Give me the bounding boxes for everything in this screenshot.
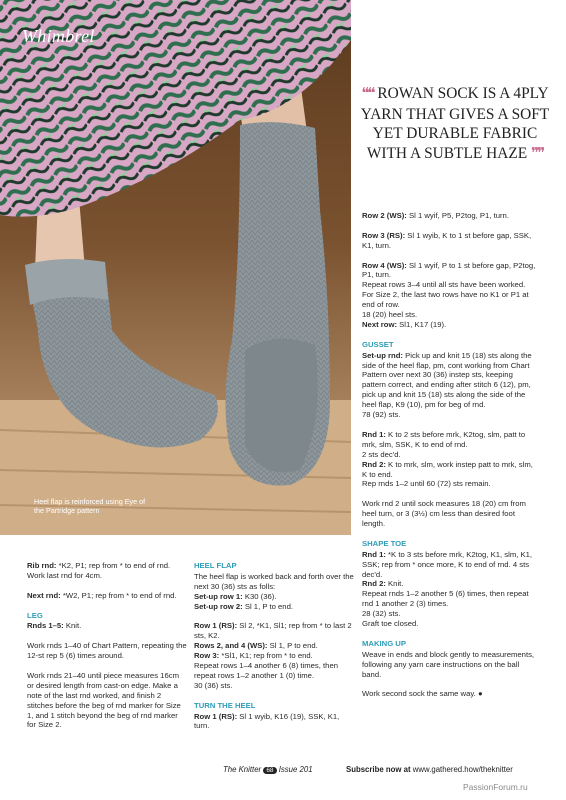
step-label: Rib rnd:	[27, 561, 57, 570]
paragraph: Repeat rnds 1–2 another 5 (6) times, then repeat rnd 1 another 2 (3) times.	[362, 589, 529, 609]
subscribe-label: Subscribe now at	[346, 765, 411, 774]
step-label: Row 3 (RS):	[362, 230, 406, 240]
step-label: Rnd 1:	[362, 429, 386, 439]
paragraph: 30 (36) sts.	[194, 680, 233, 690]
paragraph: Rep rnds 1–2 until 60 (72) sts remain.	[362, 479, 491, 489]
step-text: *K2, P1; rep from * to end of rnd. Work last rnd for 4cm.	[27, 561, 171, 580]
step-label: Row 2 (WS):	[362, 211, 407, 220]
paragraph	[27, 621, 187, 631]
section-heading-leg: LEG	[27, 610, 43, 620]
paragraph: Work rnds 1–40 of Chart Pattern, repeating the 12-st rep 5 (6) times around.	[27, 641, 187, 661]
paragraph	[194, 651, 354, 661]
step-label: Row 4 (WS):	[362, 260, 407, 270]
paragraph	[362, 460, 536, 480]
magazine-name: The Knitter	[223, 765, 262, 774]
step-text: Work second sock the same way.	[362, 689, 476, 699]
step-label: Rnd 1:	[362, 549, 386, 559]
brand-logo: Whimbrel	[22, 26, 95, 46]
column-2	[194, 561, 354, 741]
step-text: Sl 2, *K1, Sl1; rep from * to last 2 sts, K2.	[194, 621, 352, 641]
step-text: Sl 1, P to end.	[267, 641, 318, 651]
paragraph	[27, 561, 187, 581]
step-text: K to mrk, slm, work instep patt to mrk, slm, K to end.	[362, 459, 533, 479]
section-heading-shape-toe: SHAPE TOE	[362, 538, 407, 548]
paragraph	[362, 320, 536, 330]
paragraph: Weave in ends and block gently to measurements, following any yarn care instructions on the ball band.	[362, 649, 535, 679]
step-label: Set-up row 2:	[194, 601, 243, 611]
paragraph	[194, 712, 354, 732]
paragraph: Repeat rows 3–4 until all sts have been worked. For Size 2, the last two rows have no K1 or P1 at end of row.	[362, 280, 529, 310]
paragraph	[362, 231, 536, 251]
section-heading-gusset: GUSSET	[362, 339, 394, 349]
paragraph	[362, 211, 536, 221]
subscribe-link[interactable]: www.gathered.how/theknitter	[412, 765, 513, 774]
paragraph	[194, 592, 354, 602]
paragraph	[362, 579, 536, 589]
paragraph: 78 (92) sts.	[362, 410, 401, 420]
step-text: Knit.	[385, 579, 404, 589]
step-text: Sl 1 wyib, K16 (19), SSK, K1, turn.	[194, 711, 340, 731]
step-text: Knit.	[63, 621, 82, 631]
paragraph	[362, 689, 536, 699]
paragraph: Work rnds 21–40 until piece measures 16cm or desired length from cast-on edge. Make a note of the last rnd worked, and finish 2 stitches before the beg of rnd marker for Size 1, and 1 stitch beyond the beg of rnd marker for Size 2.	[27, 670, 181, 730]
step-text: *W2, P1; rep from * to end of rnd.	[60, 590, 177, 600]
page-number: 68	[263, 767, 276, 774]
paragraph	[194, 621, 354, 641]
step-text: K30 (36).	[242, 591, 277, 601]
step-label: Next row:	[362, 319, 398, 329]
step-label: Rows 2, and 4 (WS):	[194, 641, 268, 651]
paragraph	[362, 550, 536, 580]
paragraph: Graft toe closed.	[362, 619, 419, 629]
section-heading-turn-heel: TURN THE HEEL	[194, 700, 256, 710]
paragraph: Work rnd 2 until sock measures 18 (20) cm from heel turn, or 3 (3½) cm less than desired foot length.	[362, 499, 526, 529]
photo-caption: Heel flap is reinforced using Eye of the Partridge pattern	[34, 497, 146, 515]
step-label: Rnd 2:	[362, 579, 386, 589]
step-text: *K to 3 sts before mrk, K2tog, K1, slm, K1, SSK; rep from * once more, K to end of rnd. 4 sts dec'd.	[362, 549, 533, 579]
paragraph	[362, 351, 536, 410]
sock-right-sole	[245, 339, 318, 473]
step-text: *Sl1, K1; rep from * to end.	[219, 651, 313, 661]
paragraph: Repeat rows 1–4 another 6 (8) times, then repeat rows 1–2 another 1 (0) time.	[194, 661, 339, 680]
end-mark-icon: ●	[477, 689, 483, 699]
step-text: Sl1, K17 (19).	[397, 319, 447, 329]
footer-subscribe	[346, 765, 513, 774]
issue-number: Issue 201	[278, 765, 313, 774]
section-heading-making-up: MAKING UP	[362, 638, 406, 648]
step-text: Pick up and knit 15 (18) sts along the side of the heel flap, pm, cont working from Chart Pattern over next 30 (36) instep sts, keeping pattern correct, and ending after stitch 6 (12), pm, pick up and knit 15 (18) sts along the side of the heel flap, K9 (10), pm for beg of rnd.	[362, 350, 532, 410]
quote-open-icon: ❝❝	[361, 86, 374, 102]
step-label: Row 1 (RS):	[194, 711, 238, 721]
paragraph	[194, 641, 354, 651]
pull-quote	[360, 84, 550, 164]
step-text: K to 2 sts before mrk, K2tog, slm, patt to mrk, slm, SSK, K to end of rnd.	[362, 429, 526, 449]
paragraph	[362, 430, 536, 450]
column-1	[27, 561, 187, 740]
section-heading-heel-flap: HEEL FLAP	[194, 561, 237, 570]
step-text: Sl 1 wyif, P5, P2tog, P1, turn.	[406, 211, 509, 220]
step-label: Next rnd:	[27, 590, 61, 600]
paragraph	[362, 261, 536, 281]
paragraph: The heel flap is worked back and forth over the next 30 (36) sts as folls:	[194, 571, 354, 591]
column-3	[362, 211, 536, 709]
step-text: Sl 1 wyif, P to 1 st before gap, P2tog, P1, turn.	[362, 260, 536, 280]
step-label: Set-up rnd:	[362, 350, 403, 360]
watermark: PassionForum.ru	[463, 782, 528, 792]
step-label: Rnd 2:	[362, 459, 386, 469]
step-label: Rnds 1–5:	[27, 621, 64, 631]
footer-magazine	[223, 765, 313, 774]
step-text: Sl 1, P to end.	[242, 601, 293, 611]
quote-close-icon: ❞❞	[531, 145, 544, 162]
paragraph: 2 sts dec'd.	[362, 449, 401, 459]
sock-photo-illustration	[0, 0, 351, 535]
step-text: Sl 1 wyib, K to 1 st before gap, SSK, K1, turn.	[362, 230, 532, 250]
paragraph: 18 (20) heel sts.	[362, 310, 418, 320]
paragraph	[194, 602, 354, 612]
step-label: Set-up row 1:	[194, 591, 243, 601]
paragraph: 28 (32) sts.	[362, 609, 401, 619]
pull-quote-text: ROWAN SOCK IS A 4PLY YARN THAT GIVES A SOFT YET DURABLE FABRIC WITH A SUBTLE HAZE	[360, 85, 550, 162]
step-label: Row 1 (RS):	[194, 621, 238, 631]
step-label: Row 3:	[194, 651, 220, 661]
hero-photo	[0, 0, 351, 535]
paragraph	[27, 591, 187, 601]
